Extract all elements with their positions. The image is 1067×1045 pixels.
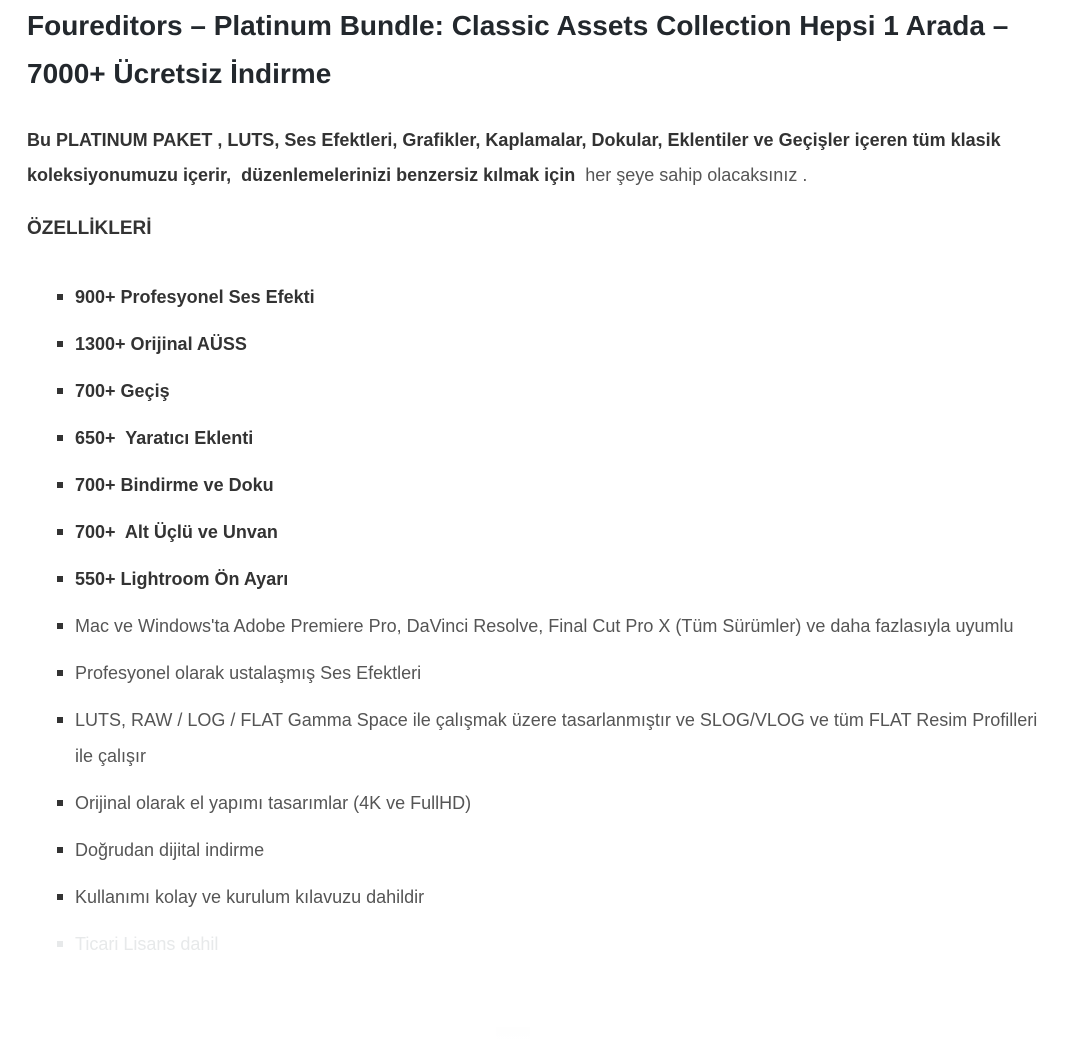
list-item-text: 1300+ Orijinal AÜSS [75,334,247,354]
bottom-artifact [496,1027,530,1041]
list-item [75,420,1040,456]
list-item [75,655,1040,691]
page-title: Foureditors – Platinum Bundle: Classic Assets Collection Hepsi 1 Arada – 7000+ Ücretsiz İndirme [27,10,1017,89]
list-item-text: 550+ Lightroom Ön Ayarı [75,569,289,589]
list-item-text: 700+ Geçiş [75,381,170,401]
list-item-text: 700+ Bindirme ve Doku [75,475,274,495]
list-item [75,702,1043,774]
list-item [75,373,1040,409]
list-item-text: Doğrudan dijital indirme [75,840,265,860]
list-item [75,785,1040,821]
list-item [75,561,1040,597]
features-list [27,279,1043,962]
list-item-text: Mac ve Windows'ta Adobe Premiere Pro, DaVinci Resolve, Final Cut Pro X (Tüm Sürümler) ve daha fazlasıyla uyumlu [75,616,1014,636]
list-item-text: Ticari Lisans dahil [75,934,219,954]
article-body [0,2,1067,962]
intro-regular-text: her şeye sahip olacaksınız . [575,165,808,185]
list-item [75,467,1040,503]
list-item [75,832,1040,868]
list-item-text: 700+ Alt Üçlü ve Unvan [75,522,278,542]
list-item [75,608,1040,644]
list-item-text: 650+ Yaratıcı Eklenti [75,428,254,448]
list-item [75,326,1040,362]
list-item [75,926,1040,962]
list-item-text: 900+ Profesyonel Ses Efekti [75,287,315,307]
list-item-text: Kullanımı kolay ve kurulum kılavuzu dahildir [75,887,425,907]
list-item-text: LUTS, RAW / LOG / FLAT Gamma Space ile çalışmak üzere tasarlanmıştır ve SLOG/VLOG ve tüm FLAT Resim Profilleri ile çalışır [75,710,1043,766]
list-item [75,879,1040,915]
intro-paragraph [27,123,1040,193]
features-heading: ÖZELLİKLERİ [27,218,152,239]
list-item-text: Profesyonel olarak ustalaşmış Ses Efektleri [75,663,422,683]
fade-overlay [0,975,1067,1045]
list-item-text: Orijinal olarak el yapımı tasarımlar (4K ve FullHD) [75,793,472,813]
list-item [75,279,1040,315]
intro-bold-text: Bu PLATINUM PAKET , LUTS, Ses Efektleri, Grafikler, Kaplamalar, Dokular, Eklentiler ve Geçişler içeren tüm klasik koleksiyonumuzu içerir, düzenlemelerinizi benzersiz kılmak için [27,130,1006,185]
list-item [75,514,1040,550]
